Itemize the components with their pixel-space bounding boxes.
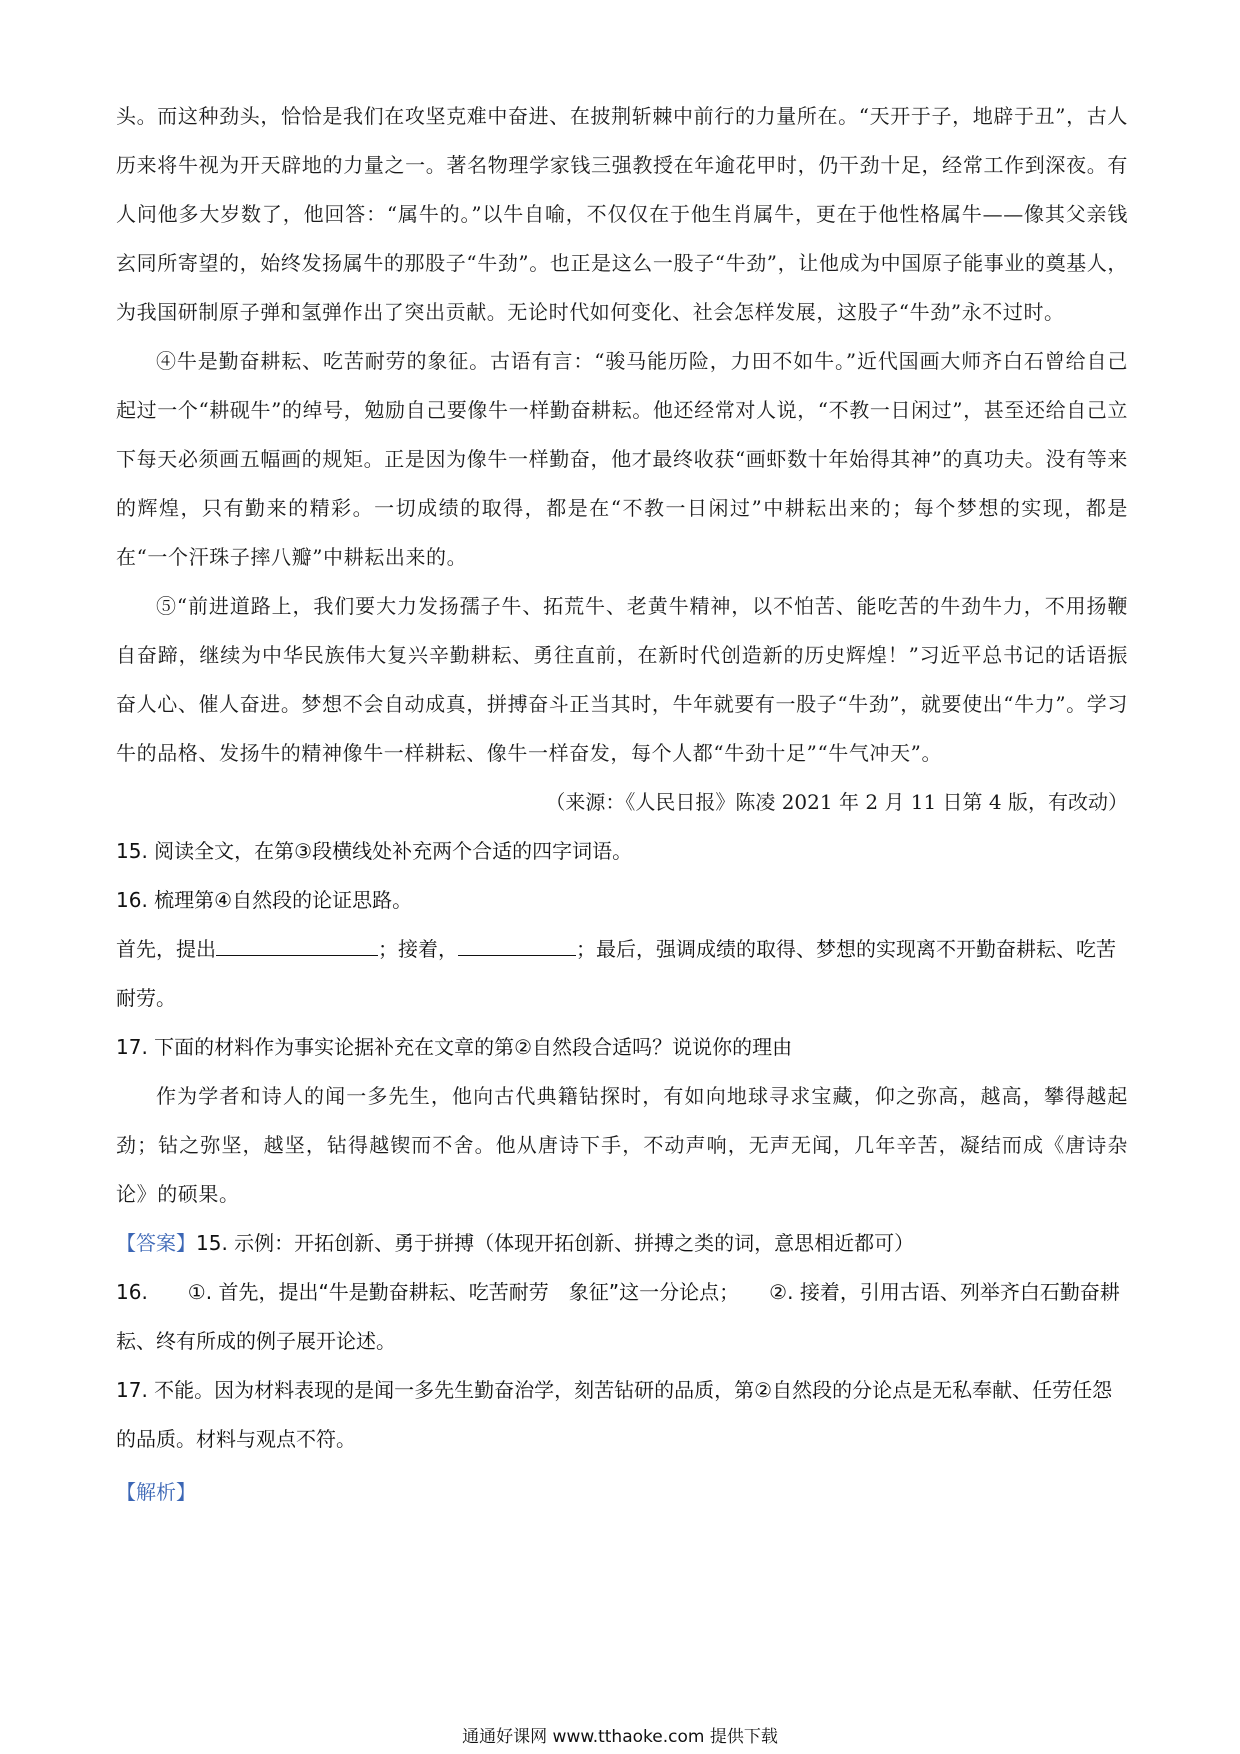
- question-15: 15. 阅读全文，在第③段横线处补充两个合适的四字词语。: [116, 839, 633, 863]
- answer-15: [116, 1219, 1128, 1268]
- passage-paragraph-3-continued: 头。而这种劲头，恰恰是我们在攻坚克难中奋进、在披荆斩棘中前行的力量所在。“天开于子，地辟于丑”，古人历来将牛视为开天辟地的力量之一。著名物理学家钱三强教授在年逾花甲时，仍干劲十足，经常工作到深夜。有人问他多大岁数了，他回答：“属牛的。”以牛自喻，不仅仅在于他生肖属牛，更在于他性格属牛——像其父亲钱玄同所寄望的，始终发扬属牛的那股子“牛劲”。也正是这么一股子“牛劲”，让他成为中国原子能事业的奠基人，为我国研制原子弹和氢弹作出了突出贡献。无论时代如何变化、社会怎样发展，这股子“牛劲”永不过时。: [116, 104, 1128, 324]
- analysis-tag: 【解析】: [116, 1480, 196, 1504]
- answer-blank-2: [458, 933, 576, 956]
- answer-tag: 【答案】: [116, 1231, 196, 1255]
- question-17-material: 作为学者和诗人的闻一多先生，他向古代典籍钻探时，有如向地球寻求宝藏，仰之弥高，越高，攀得越起劲；钻之弥坚，越坚，钻得越锲而不舍。他从唐诗下手，不动声响，无声无闻，几年辛苦，凝结而成《唐诗杂论》的硕果。: [116, 1084, 1128, 1206]
- analysis-label: [116, 1468, 1128, 1517]
- question-16-fill-c: ；最后，强调成绩的取得、梦想的实现离不开勤奋耕耘、吃苦耐劳。: [116, 937, 1116, 1010]
- answer-15-text: 15. 示例：开拓创新、勇于拼搏（体现开拓创新、拼搏之类的词，意思相近都可）: [196, 1231, 915, 1255]
- question-16-fill: [116, 925, 1128, 1023]
- question-16: 16. 梳理第④自然段的论证思路。: [116, 888, 413, 912]
- question-17: 17. 下面的材料作为事实论据补充在文章的第②自然段合适吗？说说你的理由: [116, 1035, 793, 1059]
- passage-paragraph-5: ⑤“前进道路上，我们要大力发扬孺子牛、拓荒牛、老黄牛精神，以不怕苦、能吃苦的牛劲牛力，不用扬鞭自奋蹄，继续为中华民族伟大复兴辛勤耕耘、勇往直前，在新时代创造新的历史辉煌！”习近平总书记的话语振奋人心、催人奋进。梦想不会自动成真，拼搏奋斗正当其时，牛年就要有一股子“牛劲”，就要使出“牛力”。学习牛的品格、发扬牛的精神像牛一样耕耘、像牛一样奋发，每个人都“牛劲十足”“牛气冲天”。: [116, 594, 1128, 765]
- page-content: [116, 92, 1128, 1517]
- answer-16: 16. ①. 首先，提出“牛是勤奋耕耘、吃苦耐劳 象征”这一分论点； ②. 接着，引用古语、列举齐白石勤奋耕耘、终有所成的例子展开论述。: [116, 1280, 1120, 1353]
- answer-17: 17. 不能。因为材料表现的是闻一多先生勤奋治学，刻苦钻研的品质，第②自然段的分论点是无私奉献、任劳任怨的品质。材料与观点不符。: [116, 1378, 1113, 1451]
- source-citation: （来源：《人民日报》陈凌 2021 年 2 月 11 日第 4 版，有改动）: [545, 790, 1128, 814]
- question-16-fill-b: ；接着，: [378, 937, 458, 961]
- question-16-fill-a: 首先，提出: [116, 937, 216, 961]
- passage-paragraph-4: ④牛是勤奋耕耘、吃苦耐劳的象征。古语有言：“骏马能历险，力田不如牛。”近代国画大师齐白石曾给自己起过一个“耕砚牛”的绰号，勉励自己要像牛一样勤奋耕耘。他还经常对人说，“不教一日闲过”，甚至还给自己立下每天必须画五幅画的规矩。正是因为像牛一样勤奋，他才最终收获“画虾数十年始得其神”的真功夫。没有等来的辉煌，只有勤来的精彩。一切成绩的取得，都是在“不教一日闲过”中耕耘出来的；每个梦想的实现，都是在“一个汗珠子摔八瓣”中耕耘出来的。: [116, 349, 1128, 569]
- answer-blank-1: [216, 933, 378, 956]
- page-footer: 通通好课网 www.tthaoke.com 提供下载: [462, 1727, 778, 1747]
